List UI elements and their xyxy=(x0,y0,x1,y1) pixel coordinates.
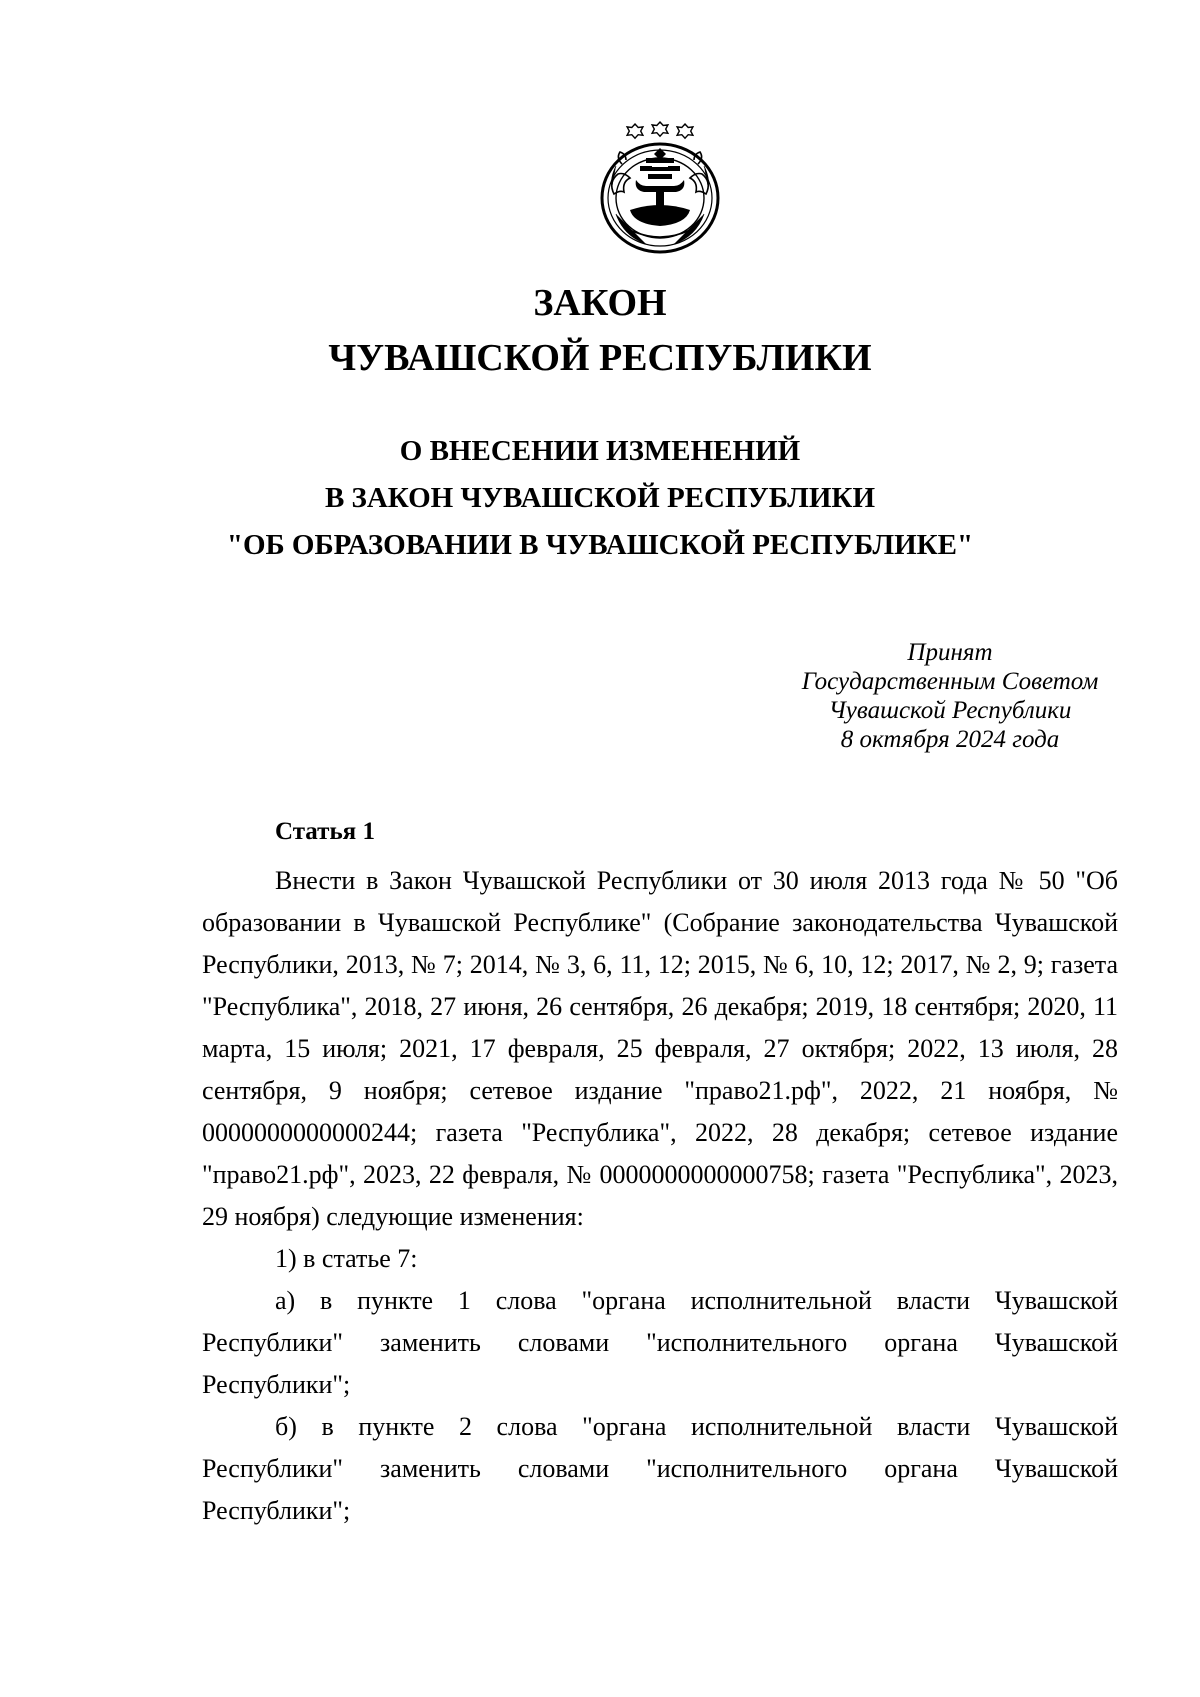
chuvash-emblem-icon xyxy=(596,118,724,256)
article-body xyxy=(202,860,1118,1532)
article-paragraph: 1) в статье 7: xyxy=(275,1244,418,1273)
adoption-note xyxy=(780,638,1120,754)
article-paragraph: а) в пункте 1 слова "органа исполнительной власти Чувашской Республики" заменить словами "исполнительного органа Чувашской Республики"; xyxy=(202,1286,1118,1399)
subject-title-line: В ЗАКОН ЧУВАШСКОЙ РЕСПУБЛИКИ xyxy=(324,482,876,514)
article-paragraph: Внести в Закон Чувашской Республики от 30 июля 2013 года № 50 "Об образовании в Чувашской Республике" (Собрание законодательства Чувашской Республики, 2013, № 7; 2014, № 3, 6, 11, 12; 2015, № 6, 10, 12; 2017, № 2, 9; газета "Республика", 2018, 27 июня, 26 сентября, 26 декабря; 2019, 18 сентября; 2020, 11 марта, 15 июля; 2021, 17 февраля, 25 февраля, 27 октября; 2022, 13 июля, 28 сентября, 9 ноября; сетевое издание "право21.рф", 2022, 21 ноября, № 0000000000000244; газета "Республика", 2022, 28 декабря; сетевое издание "право21.рф", 2023, 22 февраля, № 0000000000000758; газета "Республика", 2023, 29 ноября) следующие изменения: xyxy=(202,866,1118,1231)
subject-title-line: О ВНЕСЕНИИ ИЗМЕНЕНИЙ xyxy=(399,435,801,467)
adoption-date: 8 октября 2024 года xyxy=(840,726,1060,753)
law-title xyxy=(0,276,1200,386)
law-title-line: ЗАКОН xyxy=(533,282,667,324)
adoption-line: Государственным Советом xyxy=(801,668,1099,695)
subject-title-line: "ОБ ОБРАЗОВАНИИ В ЧУВАШСКОЙ РЕСПУБЛИКЕ" xyxy=(226,529,974,561)
article-heading: Статья 1 xyxy=(275,818,375,845)
adoption-line: Чувашской Республики xyxy=(828,697,1072,724)
adoption-line: Принят xyxy=(907,639,993,666)
law-title-line: ЧУВАШСКОЙ РЕСПУБЛИКИ xyxy=(328,337,872,379)
coat-of-arms-emblem xyxy=(596,118,724,256)
article-paragraph: б) в пункте 2 слова "органа исполнительной власти Чувашской Республики" заменить словами "исполнительного органа Чувашской Республики"; xyxy=(202,1412,1118,1525)
law-subject-title xyxy=(0,428,1200,569)
